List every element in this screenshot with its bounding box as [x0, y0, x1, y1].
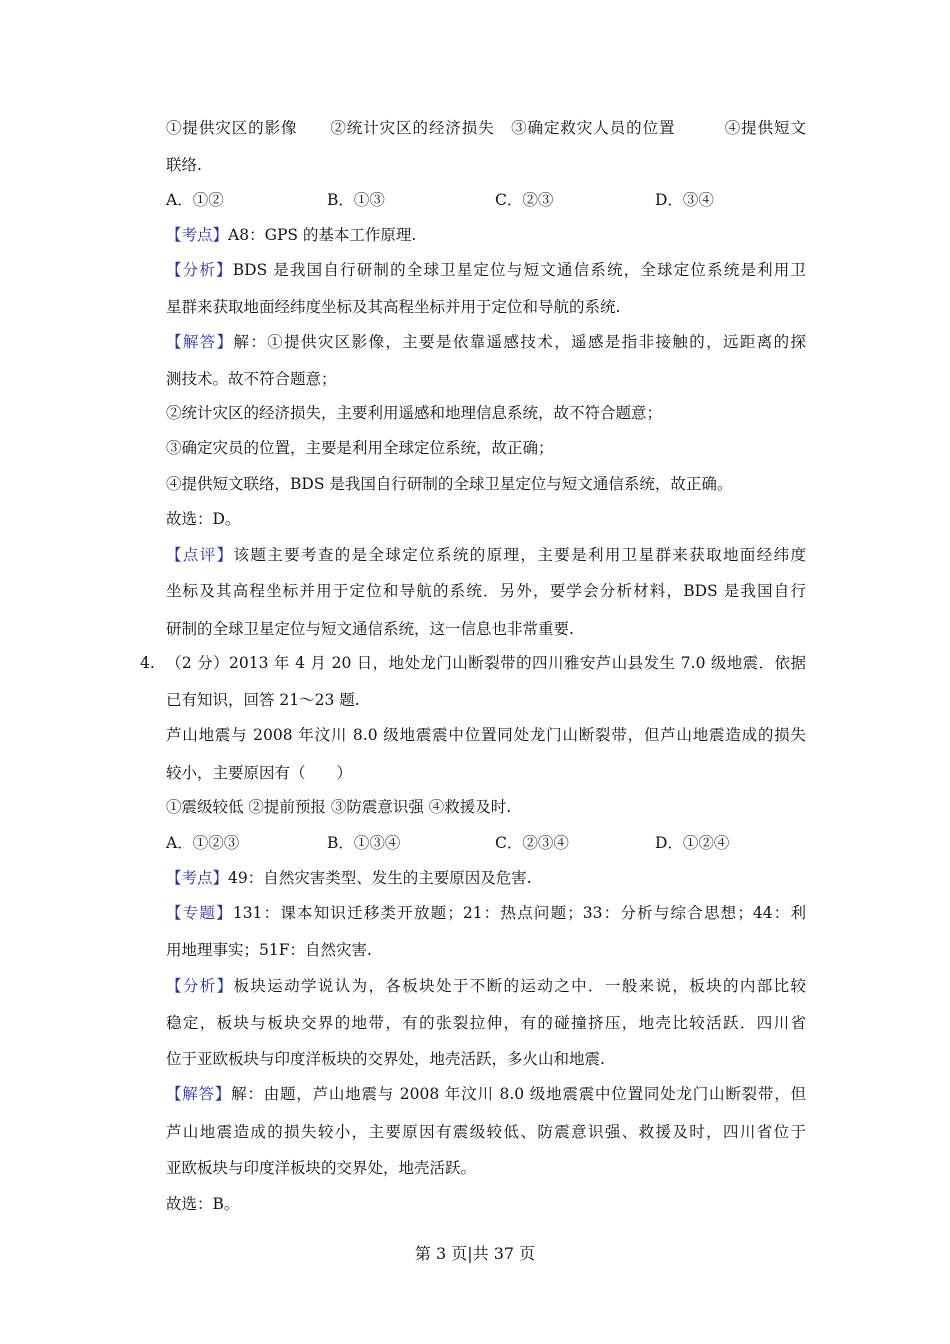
zhuanti-text: 131：课本知识迁移类开放题；21：热点问题；33：分析与综合思想；44：利	[232, 904, 806, 922]
q4-stem-line4: 较小，主要原因有（ ）	[166, 764, 353, 782]
q3-jieda-line2: 测技术。故不符合题意；	[166, 370, 337, 388]
fenxi-tag: 【分析】	[166, 977, 234, 995]
fenxi-text: 板块运动学说认为，各板块处于不断的运动之中．一般来说，板块的内部比较	[233, 977, 806, 995]
page-footer: 第 3 页|共 37 页	[414, 1244, 536, 1263]
q4-answer: 故选：B。	[166, 1195, 240, 1213]
jieda-text: 解：①提供灾区影像，主要是依靠遥感技术，遥感是指非接触的，远距离的探	[233, 333, 806, 351]
q4-zhuanti-cont: 用地理事实；51F：自然灾害.	[166, 941, 372, 959]
q4-option-b: B．①③④	[327, 834, 401, 852]
q3-kaodian	[166, 225, 806, 245]
q3-dianping-line3: 研制的全球卫星定位与短文通信系统，这一信息也非常重要.	[166, 620, 574, 638]
q4-fenxi	[166, 976, 806, 996]
kaodian-text: 49：自然灾害类型、发生的主要原因及危害.	[228, 869, 532, 887]
q4-fenxi-line2: 稳定，板块与板块交界的地带，有的张裂拉伸，有的碰撞挤压，地壳比较活跃．四川省	[166, 1014, 806, 1032]
q3-jieda-line5: ④提供短文联络，BDS 是我国自行研制的全球卫星定位与短文通信系统，故正确。	[166, 475, 733, 493]
q4-option-c: C．②③④	[495, 834, 569, 852]
q3-statement-cont: 联络.	[166, 156, 202, 174]
jieda-tag: 【解答】	[166, 333, 234, 351]
zhuanti-tag: 【专题】	[166, 904, 233, 922]
q3-statement: ①提供灾区的影像 ②统计灾区的经济损失 ③确定救灾人员的位置 ④提供短文	[166, 119, 806, 137]
q3-dianping-line2: 坐标及其高程坐标并用于定位和导航的系统．另外，要学会分析材料，BDS 是我国自行	[166, 582, 806, 600]
q3-jieda-line3: ②统计灾区的经济损失，主要利用遥感和地理信息系统，故不符合题意；	[166, 404, 663, 422]
q3-dianping	[166, 545, 806, 565]
dianping-tag: 【点评】	[166, 546, 234, 564]
q4-stem: （2 分）2013 年 4 月 20 日，地处龙门山断裂带的四川雅安芦山县发生 7.0 级地震．依据	[166, 654, 806, 672]
fenxi-text: BDS 是我国自行研制的全球卫星定位与短文通信系统，全球定位系统是利用卫	[232, 261, 806, 279]
q4-option-d: D．①②④	[655, 834, 730, 852]
q4-fenxi-line3: 位于亚欧板块与印度洋板块的交界处，地壳活跃，多火山和地震.	[166, 1050, 605, 1068]
q3-option-b: B．①③	[327, 191, 385, 209]
q4-number: 4.	[140, 654, 155, 672]
q4-zhuanti	[166, 903, 806, 923]
q4-stem-line2: 已有知识，回答 21～23 题.	[166, 691, 360, 709]
dianping-text: 该题主要考查的是全球定位系统的原理，主要是利用卫星群来获取地面经纬度	[233, 546, 806, 564]
q3-jieda-line4: ③确定灾员的位置，主要是利用全球定位系统，故正确；	[166, 439, 554, 457]
kaodian-tag: 【考点】	[166, 226, 229, 244]
kaodian-text: A8：GPS 的基本工作原理.	[228, 226, 417, 244]
q3-fenxi	[166, 260, 806, 280]
jieda-tag: 【解答】	[166, 1085, 232, 1103]
q4-kaodian	[166, 868, 806, 888]
q4-jieda-line2: 芦山地震造成的损失较小，主要原因有震级较低、防震意识强、救援及时，四川省位于	[166, 1123, 806, 1141]
jieda-text: 解：由题，芦山地震与 2008 年汶川 8.0 级地震震中位置同处龙门山断裂带，但	[231, 1085, 806, 1103]
kaodian-tag: 【考点】	[166, 869, 229, 887]
q3-jieda	[166, 332, 806, 352]
q4-jieda	[166, 1084, 806, 1104]
q4-stem-line5: ①震级较低 ②提前预报 ③防震意识强 ④救援及时.	[166, 798, 512, 816]
q3-answer: 故选：D。	[166, 510, 241, 528]
q4-option-a: A．①②③	[166, 834, 240, 852]
q3-fenxi-cont: 星群来获取地面经纬度坐标及其高程坐标并用于定位和导航的系统.	[166, 298, 621, 316]
q4-stem-line3: 芦山地震与 2008 年汶川 8.0 级地震震中位置同处龙门山断裂带，但芦山地震造成的损失	[166, 726, 806, 744]
q3-option-d: D．③④	[655, 191, 714, 209]
fenxi-tag: 【分析】	[166, 261, 233, 279]
q3-option-c: C．②③	[495, 191, 554, 209]
q3-option-a: A．①②	[166, 191, 224, 209]
q4-jieda-line3: 亚欧板块与印度洋板块的交界处，地壳活跃。	[166, 1159, 477, 1177]
